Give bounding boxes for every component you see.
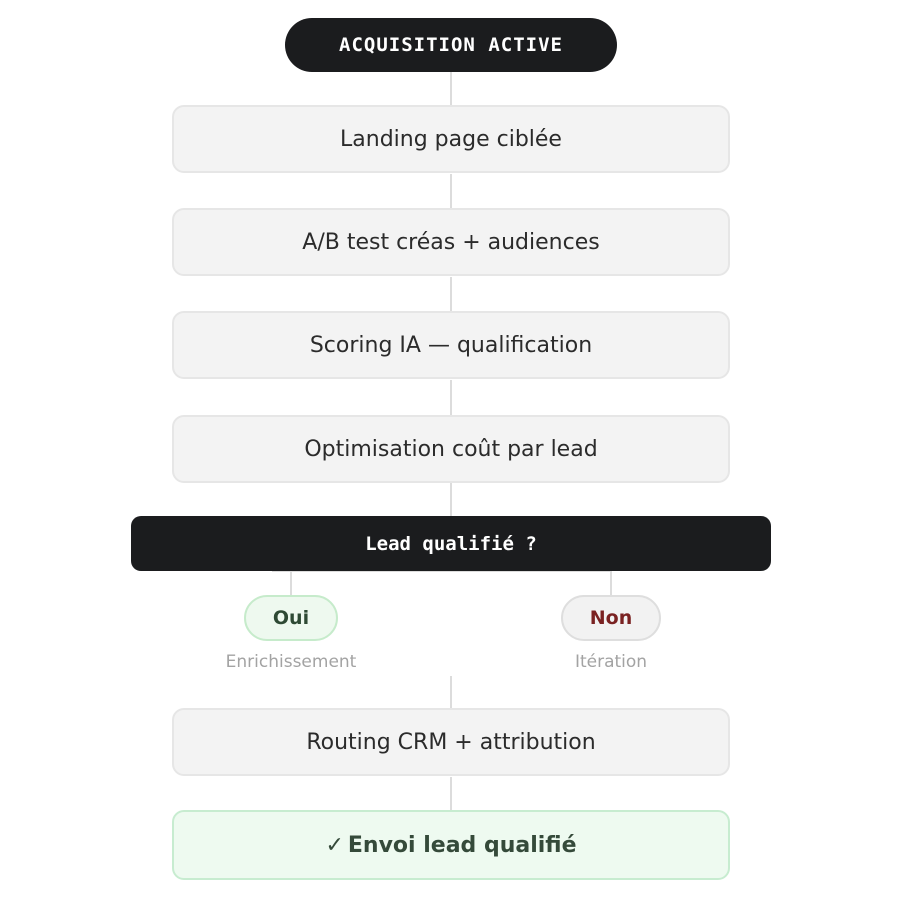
step-ab-test: A/B test créas + audiences xyxy=(172,208,730,276)
connector-line xyxy=(450,483,452,516)
branch-connector-line xyxy=(290,570,292,595)
branch-yes-pill: Oui xyxy=(244,595,338,641)
decision-node: Lead qualifié ? xyxy=(131,516,771,571)
check-icon: ✓ xyxy=(325,832,344,858)
step-scoring: Scoring IA — qualification xyxy=(172,311,730,379)
connector-line xyxy=(450,777,452,811)
connector-line xyxy=(450,174,452,208)
connector-line xyxy=(450,72,452,105)
branch-no-pill: Non xyxy=(561,595,661,641)
connector-line xyxy=(450,277,452,311)
final-step-label: Envoi lead qualifié xyxy=(347,832,577,858)
flow-start-pill: ACQUISITION ACTIVE xyxy=(285,18,617,72)
connector-line xyxy=(450,676,452,709)
step-routing-crm: Routing CRM + attribution xyxy=(172,708,730,776)
step-landing-page: Landing page ciblée xyxy=(172,105,730,173)
branch-connector-line xyxy=(610,570,612,595)
branch-no-caption: Itération xyxy=(574,652,648,672)
step-optimisation: Optimisation coût par lead xyxy=(172,415,730,483)
final-step xyxy=(172,810,730,880)
branch-yes-caption: Enrichissement xyxy=(225,652,357,672)
connector-line xyxy=(450,380,452,415)
